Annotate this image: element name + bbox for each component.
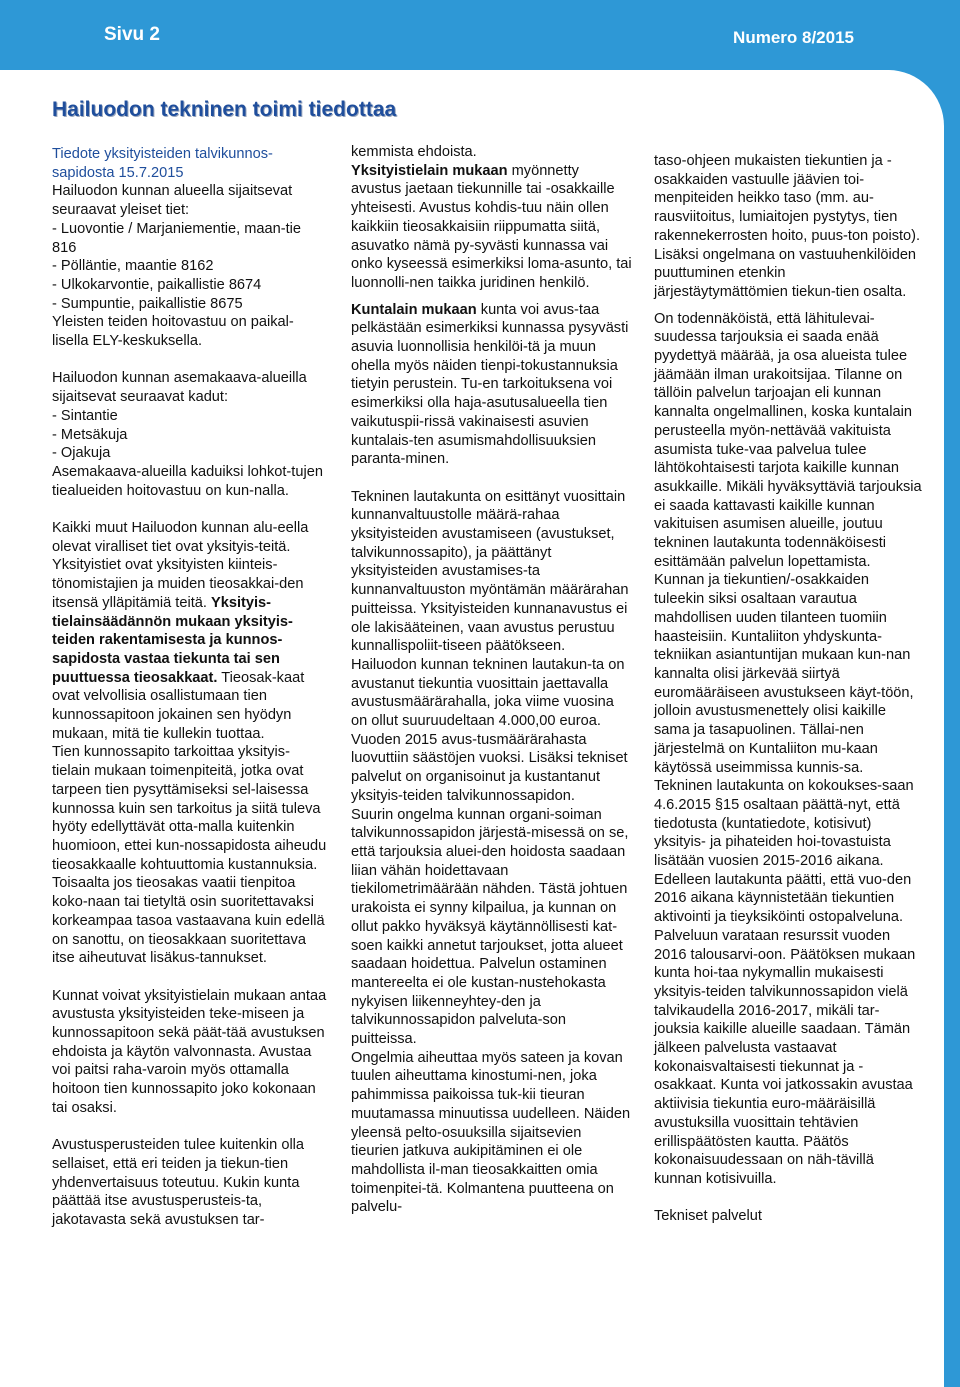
- paragraph: Kunnat voivat yksityistielain mukaan antaa avustusta yksityisteiden teke-miseen ja kunnossapitoon sekä päät-tää avustuksen ehdoista ja käytön valvonnasta. Avustaa voi paitsi raha-varoin myös ottamalla hoitoon tien kunnossapito joko kokonaan tai osaksi.: [52, 987, 327, 1116]
- bold-text: Kuntalain mukaan: [351, 301, 477, 318]
- road-list-item: - Luovontie / Marjaniementie, maan-tie 816: [52, 220, 302, 256]
- paragraph: Ongelmia aiheuttaa myös sateen ja kovan tuulen aiheuttama kinostumi-nen, joka pahimmissa paikoissa tuk-kii tieuran muutamassa minuutissa uudelleen. Näiden yleensä pelto-osuuksilla sijaitsevien tieurien jatkuva aukipitäminen ei ole mahdollista il-man tieosakkaitten omia toimenpitei-tä. Kolmantena puutteena on palvelu-: [351, 1049, 631, 1216]
- bulletin-heading: Tiedote yksityisteiden talvikunnos-sapidosta 15.7.2015: [52, 146, 273, 181]
- paragraph: Kaikki muut Hailuodon kunnan alu-eella olevat viralliset tiet ovat yksityis-teitä.: [52, 520, 309, 555]
- paragraph: Tekninen lautakunta on esittänyt vuosittain kunnanvaltuustolle määrä-rahaa yksityisteiden avustamiseen (avustukset, talvikunnossapito), ja päättänyt yksityisteiden avustamises-ta kunnanvaltuuston myöntämän määrärahan puitteissa. Yksityisteiden kunnanavustus ei ole lakisääteinen, vaan avustus perustuu kunnallispoliit-tiseen päätökseen.: [351, 488, 629, 655]
- street-list-item: - Sintantie: [52, 407, 118, 424]
- paragraph: Asemakaava-alueilla kaduiksi lohkot-tujen tiealueiden hoitovastuu on kun-nalla.: [52, 463, 323, 499]
- text-span: Yksityistiet ovat yksityisten kiinteis-tönomistajien ja muiden tieosakkai-den itsensä ylläpitämiä teitä.: [52, 557, 304, 611]
- street-list-item: - Metsäkuja: [52, 426, 128, 443]
- paragraph: kemmista ehdoista.: [351, 144, 477, 160]
- paragraph: [351, 162, 633, 293]
- paragraph: taso-ohjeen mukaisten tiekuntien ja -osakkaiden vastuulle jäävien toi-menpiteiden heikko taso (mm. au-rausviitoitus, lumiaitojen pystytys, tien rakennekerrosten hoito, puus-ton poisto). Lisäksi ongelmana on vastuuhenkilöiden puuttuminen etenkin järjestäytymättömien tiekun-tien osalta.: [654, 153, 921, 300]
- paragraph: Edelleen lautakunta päätti, että vuo-den 2016 aikana käynnistetään tiekuntien aktivointi ja tieyksiköinti ostopalveluna. Palveluun varataan resurssit vuoden 2016 talousarvi-oon. Päätöksen mukaan kunta hoi-taa nykymallin mukaisesti yksityis-teiden talvikunnossapidon vielä talvikaudella 2016-2017, mikäli tar-jouksia kaikille alueille saadaan. Tämän jälkeen palvelusta vastaavat kokonaisvaltaisesti tiekunnat ja -osakkaat. Kunta voi jatkossakin avustaa aktiivisia tiekuntia euro-määräisillä avustuksilla vuosittain tehtävien erillispäätösten kautta. Päätös kokonaisuudessaan on näh-tävillä kunnan kotisivuilla.: [654, 871, 916, 1187]
- column-1: [52, 145, 327, 1230]
- paragraph: [351, 301, 633, 469]
- issue-number: Numero 8/2015: [733, 28, 854, 47]
- paragraph: [52, 556, 327, 743]
- paragraph: Hailuodon kunnan tekninen lautakun-ta on avustanut tiekuntia vuosittain jaettavalla avustusmäärärahalla, joka viime vuosina on ollut suuruudeltaan 4.000,00 euroa. Vuoden 2015 avus-tusmäärärahasta luovuttiin säästöjen vuoksi. Lisäksi tekniset palvelut on organisoinut ja kustantanut yksityis-teiden talvikunnossapidon.: [351, 656, 628, 804]
- text-span: kunta voi avus-taa pelkästään esimerkiksi kunnassa pysyvästi asuvia luonnollisia henkilöi-tä ja muun ohella myös näiden tienpi-tokustannuksia tietyin perustein. Tu-en tarkoituksena voi esimerkiksi olla haja-asutusalueella tien vaikutuspii-rissä vakinaisesti asuvien kuntalais-ten asumismahdollisuuksien paranta-minen.: [351, 301, 629, 468]
- paragraph: Tekninen lautakunta on kokoukses-saan 4.6.2015 §15 osaltaan päättä-nyt, että tiedotusta (kuntatiedote, kotisivut) yksityis- ja pihateiden hoi-tovastuista lisätään vuosien 2015-2016 aikana.: [654, 778, 914, 870]
- bold-text: Yksityis-tielainsäädännön mukaan yksityis-teiden rakentamisesta ja kunnos-sapidosta vastaa tiekunta tai sen puuttuessa tieosakkaat.: [52, 594, 293, 686]
- paragraph: Tien kunnossapito tarkoittaa yksityis-tielain mukaan toimenpiteitä, jotka ovat tarpeen tien pysyttämiseksi sel-laisessa kunnossa kuin sen tarkoitus ja siitä tuleva hyöty edellyttävät otta-malla kuitenkin huomioon, ettei kun-nossapidosta aiheudu tieosakkaalle kohtuuttomia kustannuksia. Toisaalta jos tieosakas vaatii tienpitoa koko-naan tai tietyltä osin suoritettavaksi korkeampaa tasoa vastaavana kuin edellä on sanottu, on tieosakkaan suoritettava itse aiheutuvat lisäkus-tannukset.: [52, 744, 327, 967]
- column-2: [351, 143, 633, 1217]
- road-list-item: - Ulkokarvontie, paikallistie 8674: [52, 276, 262, 293]
- paragraph: On todennäköistä, että lähitulevai-suudessa tarjouksia ei saada enää pyydettyä määrää, ja osa alueista tulee jäämään ilman urakoitsijaa. Tilanne on tällöin palvelun tarjoajan eli kunnan kannalta ongelmallinen, koska kuntalain perusteella myön-nettävää vakituista asumista tuke-vaa palvelua tulee lähtökohtaisesti tarjota kaikille kunnan asukkaille. Mikäli hyväksyttäviä tarjouksia ei saada kattavasti kaikille kunnan vakituisen asumisen alueille, joutuu tekninen lautakunta todennäköisesti esittämään palvelun lopettamista. Kunnan ja tiekuntien/-osakkaiden tuleekin siksi osaltaan varautua mahdollisen uuden tilanteen tuomiin haasteisiin. Kuntaliiton yhdyskunta-tekniikan asiantuntijan mukaan kun-nan kannalta olisi järkevää siirtyä euromääräiseen avustukseen käyt-töön, jolloin avustusmenettely olisi kaikille sama ja tasapuolinen. Tällai-nen järjestelmä on Kuntaliiton mu-kaan käytössä useimmissa kunnis-sa.: [654, 310, 922, 776]
- road-list-item: - Pölläntie, maantie 8162: [52, 258, 214, 275]
- road-list-item: - Sumpuntie, paikallistie 8675: [52, 295, 243, 312]
- text-span: myönnetty avustus jaetaan tiekunnille tai -osakkaille yhteisesti. Avustus kohdis-tuu näin ollen kaikkiin tieosakkaisiin riippumatta siitä, asuvatko nämä py-syvästi kunnassa vai onko kyseessä esimerkiksi loma-asunto, tai luonnolli-nen taikka juridinen henkilö.: [351, 162, 632, 291]
- page-number: Sivu 2: [104, 24, 160, 45]
- signature: Tekniset palvelut: [654, 1208, 762, 1225]
- paragraph: Hailuodon kunnan asemakaava-alueilla sijaitsevat seuraavat kadut:: [52, 370, 307, 406]
- paragraph: Hailuodon kunnan alueella sijaitsevat seuraavat yleiset tiet:: [52, 183, 293, 219]
- text-span: Tieosak-kaat ovat velvollisia osallistumaan tien kunnossapitoon jokainen sen hyödyn mukaan, mitä tie kullekin tuottaa.: [52, 669, 305, 742]
- column-3: [654, 152, 922, 1226]
- bold-text: Yksityistielain mukaan: [351, 162, 508, 179]
- street-list-item: - Ojakuja: [52, 445, 111, 462]
- paragraph: Suurin ongelma kunnan organi-soiman talvikunnossapidon järjestä-misessä on se, että tarjouksia aluei-den hoidosta saadaan liian vähän hoidettavaan tiekilometrimäärään nähden. Tästä johtuen urakoista ei synny kilpailua, ja kunnan on ollut pakko hyväksyä käytännöllisesti kat-soen kaikki annetut tarjoukset, jotta alueet saadaan hoidettua. Palvelun ostaminen mantereelta ei ole kustan-nustehokasta nykyisen liikenneyhtey-den ja talvikunnossapidon palveluta-son puitteissa.: [351, 806, 629, 1048]
- page-title: Hailuodon tekninen toimi tiedottaa: [52, 98, 397, 121]
- paragraph: Avustusperusteiden tulee kuitenkin olla sellaiset, että eri teiden ja tiekun-tien yhdenvertaisuus toteutuu. Kukin kunta päättää itse avustusperusteis-ta, jakotavasta sekä avustuksen tar-: [52, 1137, 305, 1229]
- paragraph: Yleisten teiden hoitovastuu on paikal-lisella ELY-keskuksella.: [52, 314, 294, 350]
